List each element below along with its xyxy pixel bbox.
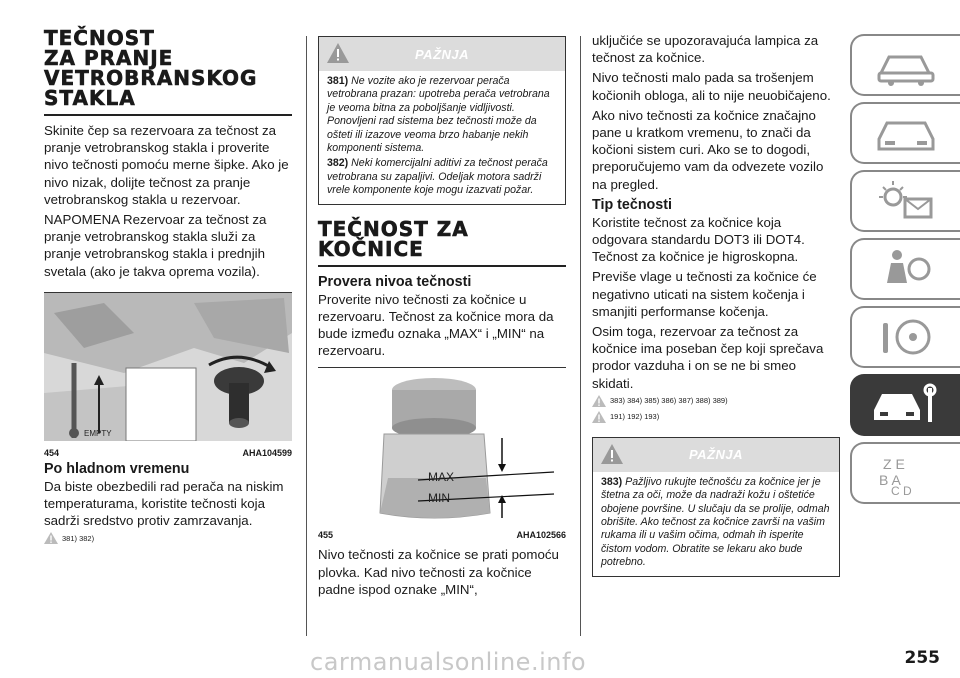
warning-box bbox=[592, 437, 840, 577]
tab-warning-lights[interactable] bbox=[850, 170, 960, 232]
caution-triangle-icon bbox=[592, 411, 606, 423]
warning-title: PAŽNJA bbox=[688, 447, 744, 463]
warning-triangle-icon bbox=[44, 532, 58, 544]
warning-body: 381) Ne vozite ako je rezervoar perača vetrobrana prazan: upotreba perača vetrobrana je veoma bitna za poboljšanje vidljivosti. Ponovljeni rad sistema bez tečnosti može da ošteti ili izazove veoma brzo habanje nekih komponenti sistema. 382) Neki komercijalni aditivi za tečnost perača vetrobrana su zapaljivi. Odeljak motora sadrži vrele komponente koje mogu izazvati požar. bbox=[327, 75, 550, 197]
svg-text:Z E: Z E bbox=[883, 456, 905, 472]
column-brake-fluid bbox=[318, 36, 566, 601]
alphabetical-index-icon bbox=[871, 451, 941, 495]
car-maintenance-icon bbox=[868, 382, 944, 428]
subheading-cold-weather: Po hladnom vremenu bbox=[44, 460, 190, 477]
column-divider bbox=[306, 36, 307, 636]
title-rule bbox=[318, 265, 566, 267]
column-brake-fluid-cont bbox=[592, 32, 840, 577]
page-number: 255 bbox=[904, 648, 940, 668]
tab-dashboard[interactable] bbox=[850, 34, 960, 96]
figure-number: 454 bbox=[44, 447, 60, 458]
figure-washer-reservoir bbox=[44, 292, 292, 446]
paragraph: uključiće se upozoravajuća lampica za tečnost za kočnice. bbox=[592, 33, 819, 66]
paragraph: Nivo tečnosti za kočnice se prati pomoću plovka. Kad nivo tečnosti za kočnice padne ispod oznake „MIN“, bbox=[318, 547, 559, 597]
paragraph: Da biste obezbedili rad perača na niskim temperaturama, koristite tečnosti koja sadrži sredstvo protiv zamrzavanja. bbox=[44, 478, 284, 529]
paragraph: NAPOMENA Rezervoar za tečnost za pranje vetrobranskog stakla služi za pranje vetrobranskog stakla i prednjih svetala (ako je takva oprema vozila). bbox=[44, 212, 267, 279]
tab-driving[interactable] bbox=[850, 306, 960, 368]
paragraph: Nivo tečnosti malo pada sa trošenjem kočionih obloga, ali to nije neuobičajeno. bbox=[592, 70, 831, 103]
title-rule bbox=[44, 114, 292, 116]
paragraph: Skinite čep sa rezervoara za tečnost za pranje vetrobranskog stakla i proverite nivo tečnosti pomoću merne šipke. Ako je nivo nizak, dolijte tečnost za pranje vetrobranskog stakla u rezervoar. bbox=[44, 123, 289, 207]
paragraph: Proverite nivo tečnosti za kočnice u rezervoaru. Tečnost za kočnice mora da bude između oznaka „MAX“ i „MIN“ na rezervoaru. bbox=[318, 291, 554, 359]
warning-triangle-icon bbox=[327, 43, 349, 63]
brake-reservoir-illustration bbox=[318, 368, 566, 523]
warning-header bbox=[319, 37, 565, 71]
paragraph: Osim toga, rezervoar za tečnost za kočnice ima poseban čep koji sprečava prodor vazduha i on se ne bi smeo skidati. bbox=[592, 324, 824, 391]
section-title-brake: TEČNOST ZA KOČNICE bbox=[318, 216, 469, 261]
paragraph: Previše vlage u tečnosti za kočnice će negativno uticati na sistem kočenja i smanjiti performanse kočenja. bbox=[592, 269, 817, 319]
svg-text:C D: C D bbox=[891, 484, 912, 495]
tab-safety[interactable] bbox=[850, 238, 960, 300]
paragraph: Ako nivo tečnosti za kočnice značajno pane u kratkom vremenu, to znači da kočioni sistem curi. Ako se to dogodi, preporučujemo vam da odvezete vozilo na pregled. bbox=[592, 107, 824, 192]
svg-text:MIN: MIN bbox=[428, 491, 450, 506]
warning-lights-icon bbox=[871, 179, 941, 223]
figure-code: AHA102566 bbox=[516, 530, 566, 541]
warning-references: 383) 384) 385) 386) 387) 388) 389) bbox=[592, 395, 840, 407]
subheading-fluid-type: Tip tečnosti bbox=[592, 196, 672, 213]
warning-title: PAŽNJA bbox=[414, 46, 470, 62]
column-washer-fluid bbox=[44, 28, 292, 548]
svg-text:B A: B A bbox=[879, 472, 901, 488]
car-dashboard-icon bbox=[871, 43, 941, 87]
warning-box bbox=[318, 36, 566, 205]
steering-key-icon bbox=[871, 315, 941, 359]
figure-caption bbox=[318, 530, 566, 540]
caution-references: 191) 192) 193) bbox=[592, 411, 840, 423]
paragraph: Koristite tečnost za kočnice koja odgovara standardu DOT3 ili DOT4. Tečnost za kočnice je higroskopna. bbox=[592, 214, 805, 265]
subheading-level-check: Provera nivoa tečnosti bbox=[318, 273, 472, 290]
airbag-safety-icon bbox=[871, 247, 941, 291]
column-divider bbox=[580, 36, 581, 636]
svg-text:MAX: MAX bbox=[428, 470, 455, 485]
warning-triangle-icon bbox=[592, 395, 606, 407]
svg-text:EMPTY: EMPTY bbox=[84, 428, 112, 438]
figure-brake-reservoir bbox=[318, 367, 566, 528]
warning-body: 383) Pažljivo rukujte tečnošću za kočnice jer je štetna za oči, može da nadraži kožu i oštetiće obojene površine. U slučaju da se prolije, odmah obrišite. Ako tečnost za kočnice završi na vašim rukama ili u vašim očima, odmah ih isperite čistom vodom. Obratite se lekaru ako bude potrebno. bbox=[601, 475, 830, 569]
warning-header bbox=[593, 438, 839, 472]
warning-triangle-icon bbox=[601, 444, 623, 464]
chapter-tabs bbox=[850, 34, 960, 510]
warning-references: 381) 382) bbox=[44, 532, 292, 544]
car-exterior-icon bbox=[871, 111, 941, 155]
figure-number: 455 bbox=[318, 530, 334, 541]
tab-maintenance[interactable] bbox=[850, 374, 960, 436]
watermark: carmanualsonline.info bbox=[310, 648, 587, 676]
section-title-washer: TEČNOST ZA PRANJE VETROBRANSKOG STAKLA bbox=[44, 26, 258, 110]
figure-caption bbox=[44, 448, 292, 458]
tab-exterior[interactable] bbox=[850, 102, 960, 164]
figure-code: AHA104599 bbox=[242, 447, 292, 458]
washer-reservoir-illustration bbox=[44, 293, 292, 441]
tab-index[interactable] bbox=[850, 442, 960, 504]
